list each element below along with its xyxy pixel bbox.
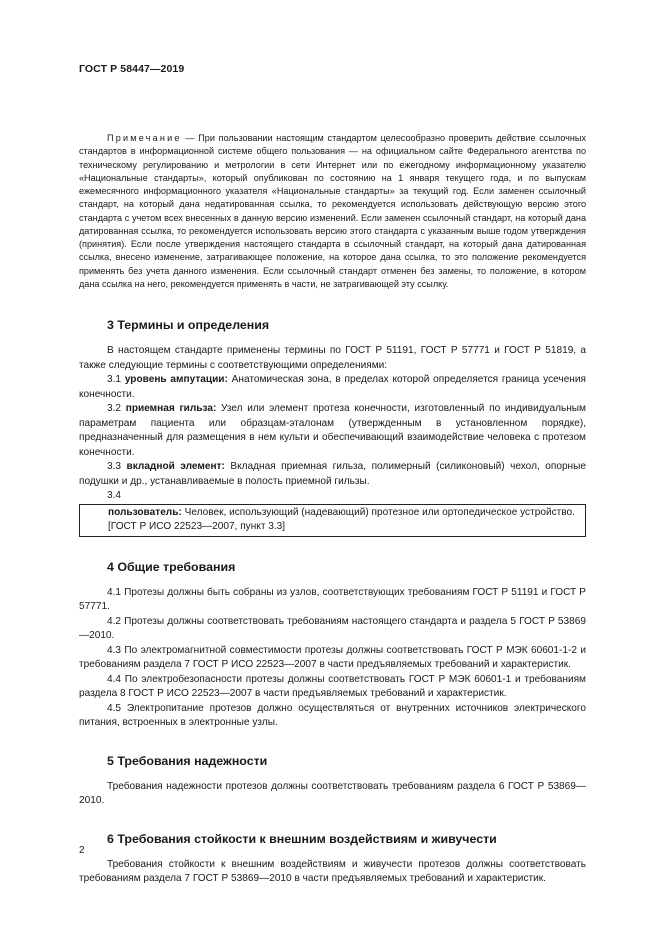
document-header: ГОСТ Р 58447—2019 — [79, 63, 185, 75]
term-3-2: 3.2 приемная гильза: Узел или элемент протеза конечности, изготовленный по индивидуальным параметрам пациента или образцам-эталонам (утвержденным в установленном порядке), предназначенный для размещения в нем культи и обеспечивающий взаимодействие человека с протезом конечности. — [79, 403, 586, 458]
term-3-1: 3.1 уровень ампутации: Анатомическая зона, в пределах которой определяется граница усечения конечности. — [79, 374, 586, 400]
clause-4-4: 4.4 По электробезопасности протезы должны соответствовать ГОСТ Р МЭК 60601-1 и требованиям раздела 8 ГОСТ Р ИСО 22523—2007 в части предъявляемых требований и характеристик. — [79, 673, 586, 699]
clause-4-1: 4.1 Протезы должны быть собраны из узлов, соответствующих требованиям ГОСТ Р 51191 и ГОСТ Р 57771. — [79, 586, 586, 612]
term-3-4: пользователь: Человек, использующий (надевающий) протезное или ортопедическое устройство. — [108, 506, 575, 518]
term-3-4-box — [79, 504, 586, 537]
term-3-3: 3.3 вкладной элемент: Вкладная приемная гильза, полимерный (силиконовый) чехол, опорные подушки и др., устанавливаемые в полость приемной гильзы. — [79, 461, 587, 487]
section-6-title: 6 Требования стойкости к внешним воздействиям и живучести — [107, 831, 497, 846]
section-5-text: Требования надежности протезов должны соответствовать требованиям раздела 6 ГОСТ Р 53869—2010. — [79, 780, 586, 806]
term-3-1-name: уровень ампутации: — [124, 374, 228, 385]
note-text: — При пользовании настоящим стандартом целесообразно проверить действие ссылочных стандартов в информационной системе общего пользования — на официальном сайте Федерального агентства по техническому регулированию и метрологии в сети Интернет или по ежегодному информационному указателю «Национальные стандарты», который опубликован по состоянию на 1 января текущего года, и по выпускам ежемесячного информационного указателя «Национальные стандарты» за текущий год. Если заменен ссылочный стандарт, на который дана недатированная ссылка, то рекомендуется использовать действующую версию этого стандарта с учетом всех внесенных в данную версию изменений. Если заменен ссылочный стандарт, на который дана датированная ссылка, то рекомендуется использовать версию этого стандарта с указанным выше годом утверждения (принятия). Если после утверждения настоящего стандарта в ссылочный стандарт, на который дана датированная ссылка, внесено изменение, затрагивающее положение, на которое дана ссылка, то это положение рекомендуется применять без учета данного изменения. Если ссылочный стандарт отменен без замены, то положение, в котором дана ссылка на него, рекомендуется применять в части, не затрагивающей эту ссылку. — [79, 133, 586, 289]
clause-4-3: 4.3 По электромагнитной совместимости протезы должны соответствовать ГОСТ Р МЭК 60601-1-2 и требованиям раздела 7 ГОСТ Р ИСО 22523—2007 в части предъявляемых требований и характеристик. — [79, 644, 586, 670]
term-3-4-number: 3.4 — [107, 490, 122, 501]
clause-4-2: 4.2 Протезы должны соответствовать требованиям настоящего стандарта и раздела 5 ГОСТ Р 53869—2010. — [79, 615, 586, 641]
section-4-title: 4 Общие требования — [107, 559, 236, 574]
section-3-intro: В настоящем стандарте применены термины по ГОСТ Р 51191, ГОСТ Р 57771 и ГОСТ Р 51819, а также следующие термины с соответствующими определениями: — [79, 345, 586, 371]
clause-4-5: 4.5 Электропитание протезов должно осуществляться от внутренних источников электрического питания, встроенных в электронные узлы. — [79, 702, 586, 728]
term-3-4-name: пользователь: — [108, 506, 182, 518]
page-number: 2 — [79, 845, 85, 856]
section-6-text: Требования стойкости к внешним воздействиям и живучести протезов должны соответствовать требованиям раздела 7 ГОСТ Р 53869—2010 в части предъявляемых требований и характеристик. — [79, 858, 586, 884]
term-3-4-source: [ГОСТ Р ИСО 22523—2007, пункт 3.3] — [108, 521, 286, 532]
term-3-3-name: вкладной элемент: — [126, 461, 225, 472]
note-label: Примечание — [107, 133, 182, 143]
term-3-2-name: приемная гильза: — [125, 403, 217, 414]
section-5-title: 5 Требования надежности — [107, 753, 268, 768]
reference-note — [79, 132, 586, 291]
document-body — [79, 132, 586, 887]
section-3-title: 3 Термины и определения — [107, 318, 270, 332]
